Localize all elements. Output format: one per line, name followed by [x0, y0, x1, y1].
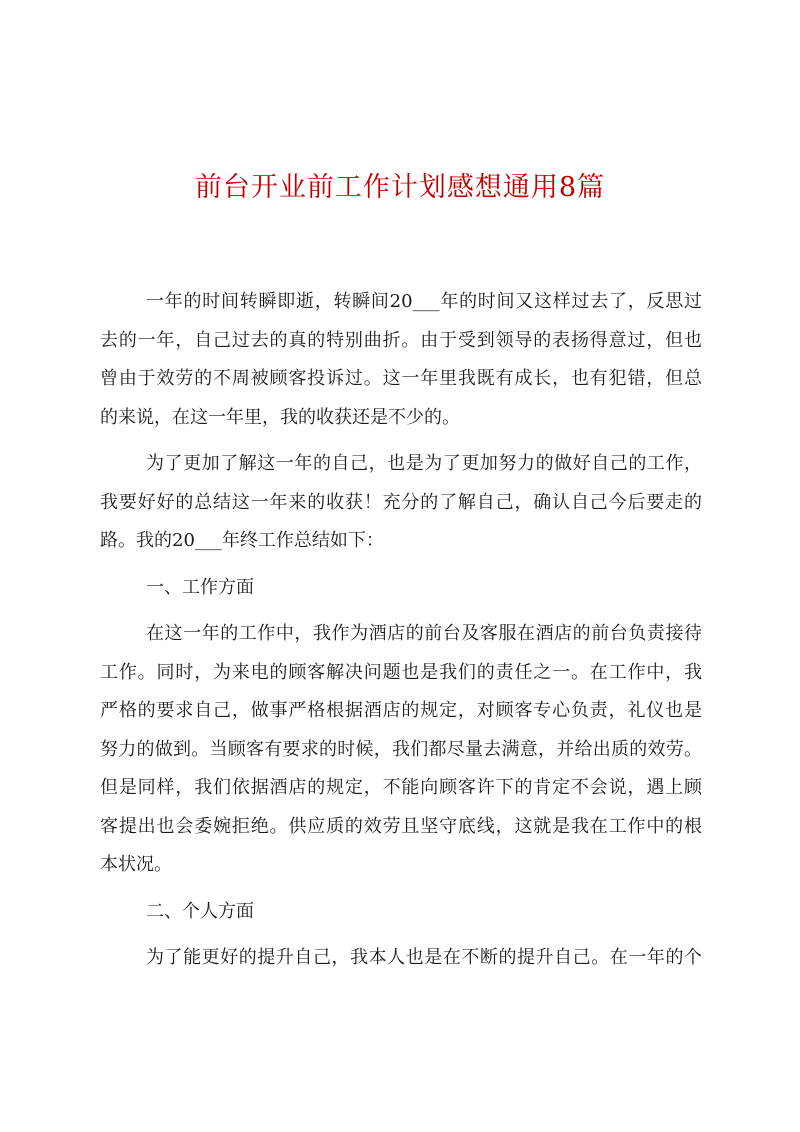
- section-heading-personal: [100, 893, 702, 932]
- section-heading: 一、工作方面: [146, 576, 254, 598]
- text-line: 为了能更好的提升自己，我本人也是在不断的提升自己。在一年的个: [146, 947, 702, 968]
- text-line: 曾由于效劳的不周被顾客投诉过。这一年里我既有成长，也有犯错，但总: [100, 368, 702, 389]
- text-line: 本状况。: [100, 854, 172, 875]
- text-line: 一年的时间转瞬即逝，转瞬间20___年的时间又这样过去了，反思过: [146, 291, 702, 312]
- section-heading-work: [100, 569, 702, 608]
- text-line: 去的一年，自己过去的真的特别曲折。由于受到领导的表扬得意过，但也: [100, 329, 702, 351]
- paragraph-personal: [100, 939, 702, 978]
- text-line: 我要好好的总结这一年来的收获！充分的了解自己，确认自己今后要走的: [100, 491, 702, 513]
- text-line: 严格的要求自己，做事严格根据酒店的规定，对顾客专心负责，礼仪也是: [100, 700, 702, 721]
- text-line: 为了更加了解这一年的自己，也是为了更加努力的做好自己的工作，: [146, 453, 702, 474]
- text-line: 客提出也会委婉拒绝。供应质的效劳且坚守底线，这就是我在工作中的根: [100, 815, 702, 837]
- text-line: 的来说，在这一年里，我的收获还是不少的。: [100, 406, 460, 428]
- text-line: 工作。同时，为来电的顾客解决问题也是我们的责任之一。在工作中，我: [100, 661, 702, 683]
- document-title: 前台开业前工作计划感想通用8篇: [194, 172, 606, 203]
- paragraph-intro: [100, 283, 702, 437]
- section-heading: 二、个人方面: [146, 900, 254, 922]
- document-body: [100, 283, 702, 978]
- text-line: 努力的做到。当顾客有要求的时候，我们都尽量去满意，并给出质的效劳。: [100, 738, 702, 760]
- paragraph-work: [100, 615, 702, 885]
- text-line: 在这一年的工作中，我作为酒店的前台及客服在酒店的前台负责接待: [146, 623, 702, 644]
- text-line: 路。我的20___年终工作总结如下：: [100, 530, 384, 551]
- text-line: 但是同样，我们依据酒店的规定，不能向顾客许下的肯定不会说，遇上顾: [100, 777, 702, 798]
- paragraph-purpose: [100, 445, 702, 561]
